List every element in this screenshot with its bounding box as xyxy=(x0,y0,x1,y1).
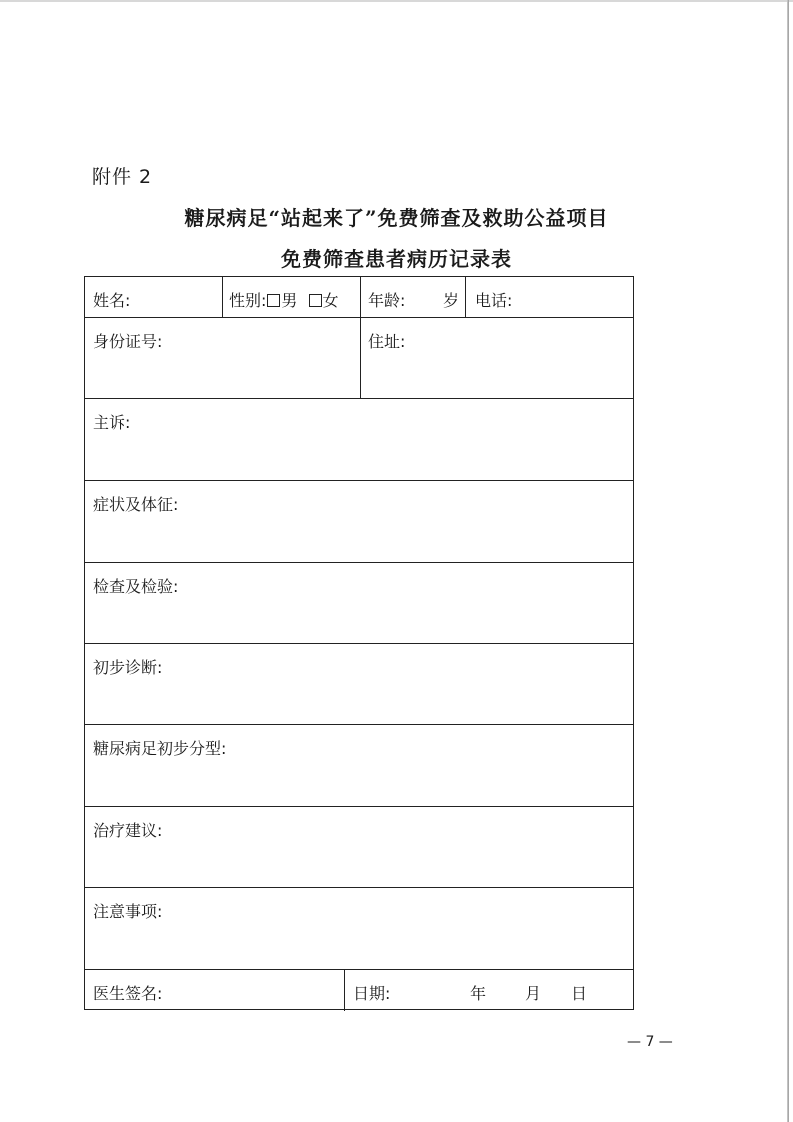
diagnosis-field[interactable] xyxy=(85,644,633,724)
diagnosis-label: 初步诊断: xyxy=(93,658,163,677)
document-title: 糖尿病足“站起来了”免费筛查及救助公益项目 xyxy=(184,206,609,230)
medical-record-form xyxy=(84,276,634,1010)
id-address-row xyxy=(85,318,633,399)
examination-row xyxy=(85,563,633,644)
gender-field xyxy=(223,277,361,317)
symptoms-row xyxy=(85,481,633,563)
gender-male-checkbox[interactable] xyxy=(267,294,280,307)
page-top-edge xyxy=(0,0,793,2)
attachment-label: 附件 2 xyxy=(92,166,153,188)
date-year-label: 年 xyxy=(470,984,487,1003)
notes-row xyxy=(85,888,633,970)
gender-female-checkbox[interactable] xyxy=(309,294,322,307)
signature-row xyxy=(85,970,633,1011)
treatment-field[interactable] xyxy=(85,807,633,887)
age-label: 年龄: xyxy=(368,291,406,310)
document-subtitle: 免费筛查患者病历记录表 xyxy=(281,247,512,271)
patient-basic-row xyxy=(85,277,633,318)
chief-complaint-field[interactable] xyxy=(85,399,633,480)
symptoms-field[interactable] xyxy=(85,481,633,562)
doctor-signature-field[interactable] xyxy=(85,970,345,1011)
examination-label: 检查及检验: xyxy=(93,577,179,596)
id-number-label: 身份证号: xyxy=(93,332,163,351)
id-number-field[interactable] xyxy=(85,318,361,398)
symptoms-label: 症状及体征: xyxy=(93,495,179,514)
gender-male-label: 男 xyxy=(281,291,298,310)
classification-row xyxy=(85,725,633,807)
page-number: — 7 — xyxy=(627,1034,673,1050)
date-day-label: 日 xyxy=(571,984,588,1003)
gender-female-label: 女 xyxy=(322,291,339,310)
chief-complaint-row xyxy=(85,399,633,481)
phone-label: 电话: xyxy=(475,291,513,310)
date-field[interactable] xyxy=(345,970,635,1011)
classification-label: 糖尿病足初步分型: xyxy=(93,739,227,758)
age-unit: 岁 xyxy=(443,291,460,310)
address-field[interactable] xyxy=(361,318,635,398)
gender-label: 性别: xyxy=(229,291,267,310)
treatment-label: 治疗建议: xyxy=(93,821,163,840)
diagnosis-row xyxy=(85,644,633,725)
age-field[interactable] xyxy=(361,277,466,317)
address-label: 住址: xyxy=(368,332,406,351)
name-field[interactable] xyxy=(85,277,223,317)
phone-field[interactable] xyxy=(466,277,635,317)
classification-field[interactable] xyxy=(85,725,633,806)
name-label: 姓名: xyxy=(93,291,131,310)
date-label: 日期: xyxy=(353,984,391,1003)
page-right-edge xyxy=(787,0,789,1122)
date-month-label: 月 xyxy=(525,984,542,1003)
notes-label: 注意事项: xyxy=(93,902,163,921)
treatment-row xyxy=(85,807,633,888)
doctor-signature-label: 医生签名: xyxy=(93,984,163,1003)
examination-field[interactable] xyxy=(85,563,633,643)
chief-complaint-label: 主诉: xyxy=(93,413,131,432)
notes-field[interactable] xyxy=(85,888,633,969)
